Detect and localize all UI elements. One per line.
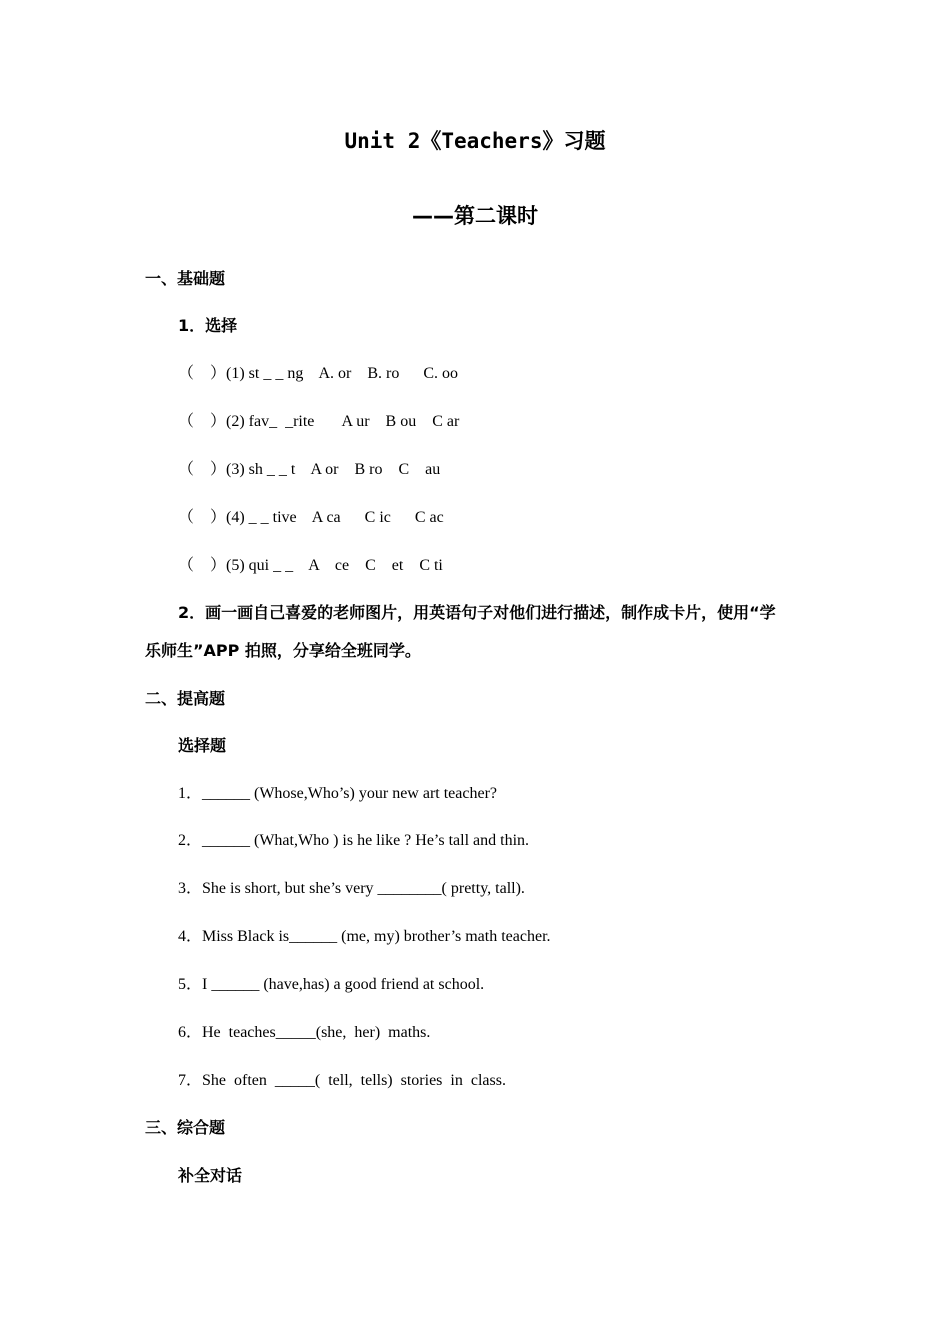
question-item: 5．I ______ (have,has) a good friend at school. (178, 976, 485, 993)
subheading-choose: 选择题 (178, 736, 227, 755)
question-item: 7．She often _____( tell, tells) stories in class. (178, 1072, 506, 1089)
page-subtitle: ——第二课时 (412, 204, 538, 228)
question-item: 4．Miss Black is______ (me, my) brother’s math teacher. (178, 928, 551, 945)
choice-item: （ ）(1) st _ _ ng A. or B. ro C. oo (178, 365, 459, 382)
choice-item: （ ）(2) fav_ _rite A ur B ou C ar (178, 413, 460, 430)
choice-item: （ ）(3) sh _ _ t A or B ro C au (178, 461, 441, 478)
question-item: 1．______ (Whose,Who’s) your new art teacher? (178, 785, 498, 802)
subheading-complete-dialogue: 补全对话 (178, 1166, 243, 1185)
page-title: Unit 2《Teachers》习题 (344, 129, 606, 153)
section-heading-comprehensive: 三、综合题 (145, 1118, 226, 1137)
section-heading-advanced: 二、提高题 (145, 689, 226, 708)
question-item: 6．He teaches_____(she, her) maths. (178, 1024, 431, 1041)
question-label-choose: 1．选择 (178, 316, 238, 335)
question-item: 2．______ (What,Who ) is he like ? He’s tall and thin. (178, 832, 530, 849)
choice-item: （ ）(5) qui _ _ A ce C et C ti (178, 557, 443, 574)
question-item: 3．She is short, but she’s very ________( pretty, tall). (178, 880, 525, 897)
choice-item: （ ）(4) _ _ tive A ca C ic C ac (178, 509, 444, 526)
drawing-task-line-1: 2．画一画自己喜爱的老师图片，用英语句子对他们进行描述，制作成卡片，使用“学 (178, 603, 776, 622)
drawing-task-line-2: 乐师生”APP 拍照，分享给全班同学。 (145, 641, 421, 660)
section-heading-basic: 一、基础题 (145, 269, 226, 288)
